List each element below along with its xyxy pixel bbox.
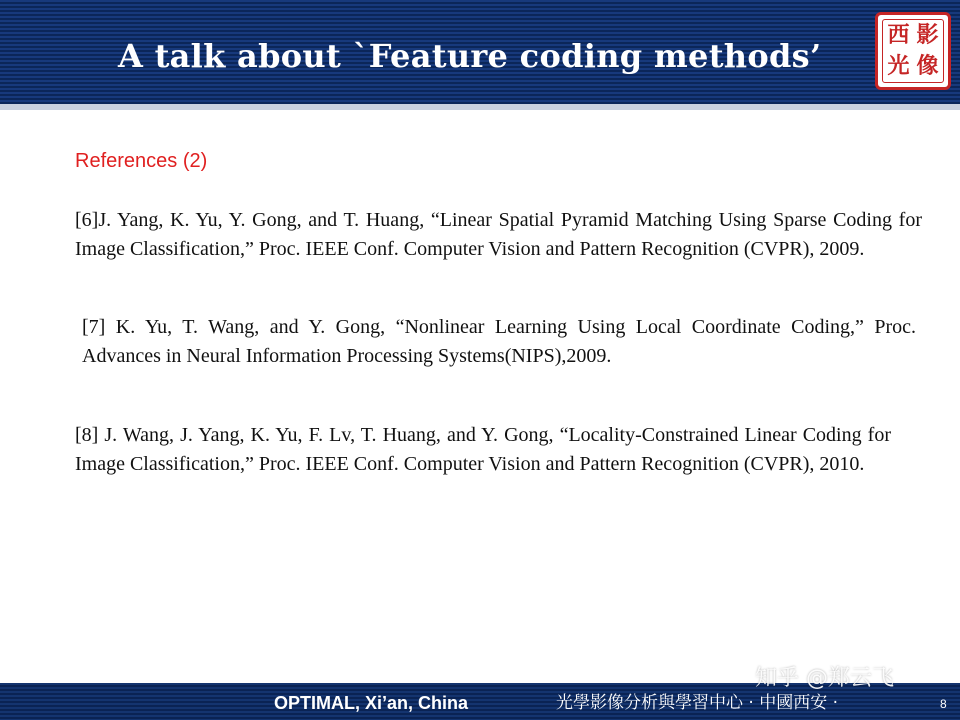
page-number: 8 <box>940 697 947 711</box>
red-seal-logo <box>875 12 951 90</box>
slide-title: A talk about `Feature coding methods’ <box>118 37 822 75</box>
reference-7: [7] K. Yu, T. Wang, and Y. Gong, “Nonlinear Learning Using Local Coordinate Coding,” Proc. Advances in Neural Information Processing Systems(NIPS),2009. <box>82 316 916 367</box>
header-divider <box>0 104 960 110</box>
seal-char-0: 影 <box>916 23 939 48</box>
reference-8: [8] J. Wang, J. Yang, K. Yu, F. Lv, T. Huang, and Y. Gong, “Locality-Constrained Linear Coding for Image Classification,” Proc. IEEE Conf. Computer Vision and Pattern Recognition (CVPR), 2010. <box>75 424 891 475</box>
footer-chinese-affiliation: 光學影像分析與學習中心 · 中國西安 · <box>556 693 839 713</box>
seal-char-1: 西 <box>887 23 910 48</box>
reference-6: [6]J. Yang, K. Yu, Y. Gong, and T. Huang, “Linear Spatial Pyramid Matching Using Sparse Coding for Image Classification,” Proc. IEEE Conf. Computer Vision and Pattern Recognition (CVPR), 2009. <box>75 209 922 260</box>
seal-char-2: 像 <box>916 54 939 79</box>
seal-char-3: 光 <box>887 54 910 79</box>
seal-characters <box>884 20 942 82</box>
zhihu-watermark: 知乎 @郑云飞 <box>755 666 894 691</box>
footer-affiliation: OPTIMAL, Xi’an, China <box>274 693 469 713</box>
references-heading: References (2) <box>75 150 208 172</box>
